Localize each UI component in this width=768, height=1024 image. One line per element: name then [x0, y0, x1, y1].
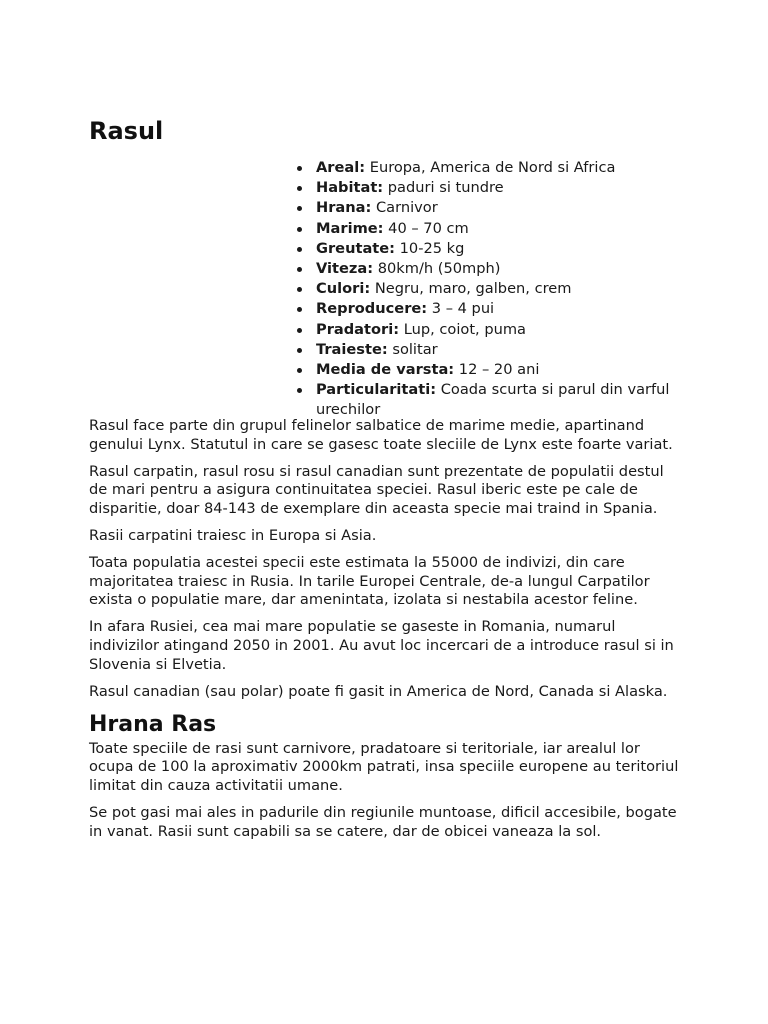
fact-label: Reproducere: [316, 300, 428, 318]
facts-list [297, 158, 676, 421]
fact-label: Particularitati: [316, 381, 437, 399]
paragraph: Toate speciile de rasi sunt carnivore, pradatoare si teritoriale, iar arealul lor ocupa de 100 la aproximativ 2000km patrati, insa speciile europene au teritoriul limitat din cauza activitatii umane. [89, 739, 679, 794]
fact-value: 12 – 20 ani [458, 361, 540, 379]
fact-label: Traieste: [316, 340, 388, 358]
fact-value: solitar [392, 340, 438, 358]
fact-label: Pradatori: [316, 320, 400, 338]
list-item [316, 299, 676, 319]
list-item [316, 360, 676, 380]
paragraph: Toata populatia acestei specii este estimata la 55000 de indivizi, din care majoritatea traiesc in Rusia. In tarile Europei Centrale, de-a lungul Carpatilor exista o populatie mare, dar amenintata, izolata si nestabila acestor feline. [89, 554, 650, 609]
fact-label: Habitat: [316, 179, 384, 197]
section-heading: Hrana Ras [89, 711, 217, 737]
page-title: Rasul [89, 117, 164, 145]
body-text [89, 417, 684, 850]
list-item [316, 340, 676, 360]
fact-label: Culori: [316, 280, 371, 298]
list-item [316, 158, 676, 178]
list-item [316, 219, 676, 239]
fact-value: 10-25 kg [399, 239, 465, 257]
list-item [316, 178, 676, 198]
list-item [316, 380, 676, 420]
fact-value: Negru, maro, galben, crem [374, 280, 572, 298]
paragraph: Rasul carpatin, rasul rosu si rasul canadian sunt prezentate de populatii destul de mari pentru a asigura continuitatea speciei. Rasul iberic este pe cale de disparitie, doar 84-143 de exemplare din aceasta specie mai traind in Spania. [89, 462, 664, 517]
list-item [316, 198, 676, 218]
paragraph: Rasul canadian (sau polar) poate fi gasit in America de Nord, Canada si Alaska. [89, 682, 668, 700]
fact-value: paduri si tundre [387, 179, 504, 197]
list-item [316, 259, 676, 279]
fact-value: Lup, coiot, puma [403, 320, 526, 338]
fact-label: Greutate: [316, 239, 395, 257]
paragraph: Se pot gasi mai ales in padurile din regiunile muntoase, dificil accesibile, bogate in vanat. Rasii sunt capabili sa se catere, dar de obicei vaneaza la sol. [89, 804, 677, 840]
fact-value: Europa, America de Nord si Africa [369, 159, 616, 176]
list-item [316, 320, 676, 340]
fact-label: Hrana: [316, 199, 372, 217]
list-item [316, 279, 676, 299]
fact-label: Viteza: [316, 260, 374, 278]
list-item [316, 239, 676, 259]
paragraph: Rasul face parte din grupul felinelor salbatice de marime medie, apartinand genului Lynx. Statutul in care se gasesc toate sleciile de Lynx este foarte variat. [89, 417, 673, 453]
fact-value: 80km/h (50mph) [377, 260, 501, 278]
fact-value: Carnivor [375, 199, 438, 217]
fact-label: Areal: [316, 159, 366, 176]
paragraph: Rasii carpatini traiesc in Europa si Asia. [89, 526, 377, 544]
fact-value: 40 – 70 cm [388, 219, 469, 237]
fact-value: Coada scurta si parul din varful urechilor [316, 381, 670, 419]
fact-label: Marime: [316, 219, 384, 237]
fact-label: Media de varsta: [316, 361, 455, 379]
paragraph: In afara Rusiei, cea mai mare populatie se gaseste in Romania, numarul indivizilor atingand 2050 in 2001. Au avut loc incercari de a introduce rasul si in Slovenia si Elvetia. [89, 618, 674, 673]
fact-value: 3 – 4 pui [431, 300, 495, 318]
